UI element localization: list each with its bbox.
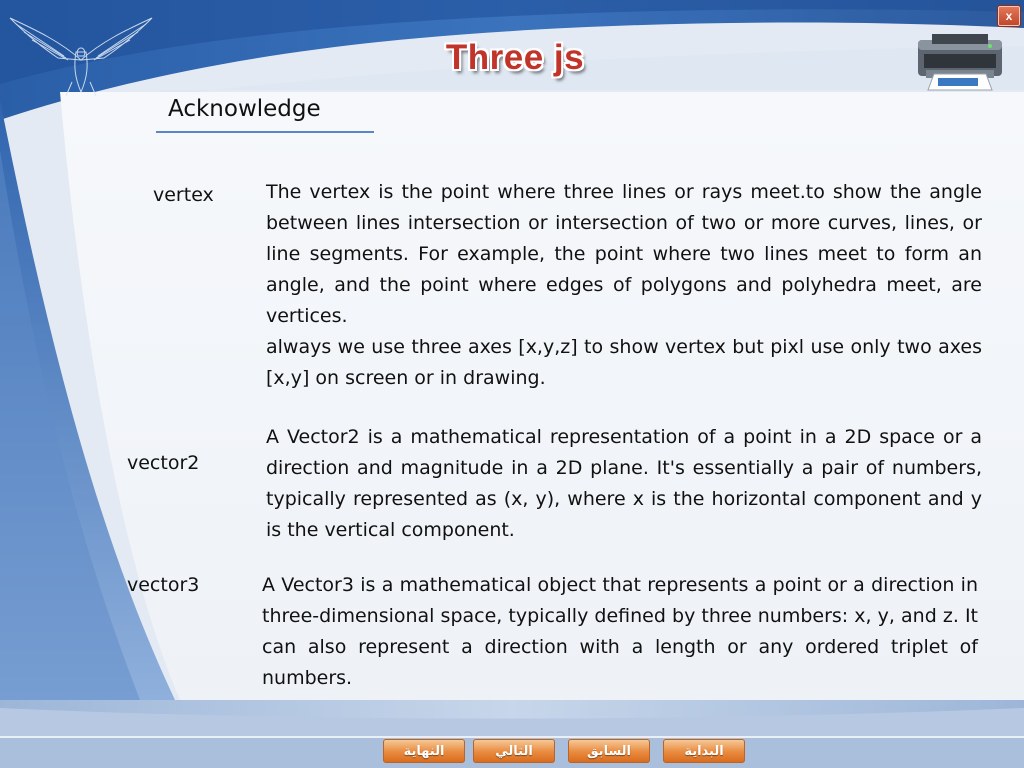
printer-icon[interactable] [914, 30, 1006, 94]
heading-underline [156, 131, 374, 133]
term-vector3: vector3 [127, 574, 200, 596]
next-button[interactable]: التالي [473, 739, 555, 763]
previous-button[interactable]: السابق [568, 739, 650, 763]
definition-vertex [266, 177, 982, 394]
close-icon: x [1005, 9, 1013, 23]
end-button[interactable]: النهاية [383, 739, 465, 763]
definition-paragraph: The vertex is the point where three lines or rays meet.to show the angle between lines intersection or intersection of two or more curves, lines, or line segments. For example, the point where two lines meet to form an angle, and the point where edges of polygons and polyhedra meet, are vertices. [266, 181, 982, 327]
term-vertex: vertex [153, 184, 214, 206]
section-heading: Acknowledge [168, 96, 321, 122]
definition-paragraph: always we use three axes [x,y,z] to show vertex but pixl use only two axes [x,y] on screen or in drawing. [266, 336, 982, 389]
definition-paragraph: A Vector2 is a mathematical representation of a point in a 2D space or a direction and magnitude in a 2D plane. It's essentially a pair of numbers, typically represented as (x, y), where x is the horizontal component and y is the vertical component. [266, 426, 982, 541]
definition-vector2 [266, 422, 982, 546]
close-button[interactable] [997, 5, 1021, 27]
term-vector2: vector2 [127, 452, 200, 474]
definition-paragraph: A Vector3 is a mathematical object that represents a point or a direction in three-dimensional space, typically defined by three numbers: x, y, and z. It can also represent a direction with a length or any ordered triplet of numbers. [262, 574, 978, 689]
definition-vector3 [262, 570, 978, 694]
start-button[interactable]: البداية [663, 739, 745, 763]
page-title: Three js [445, 38, 585, 77]
